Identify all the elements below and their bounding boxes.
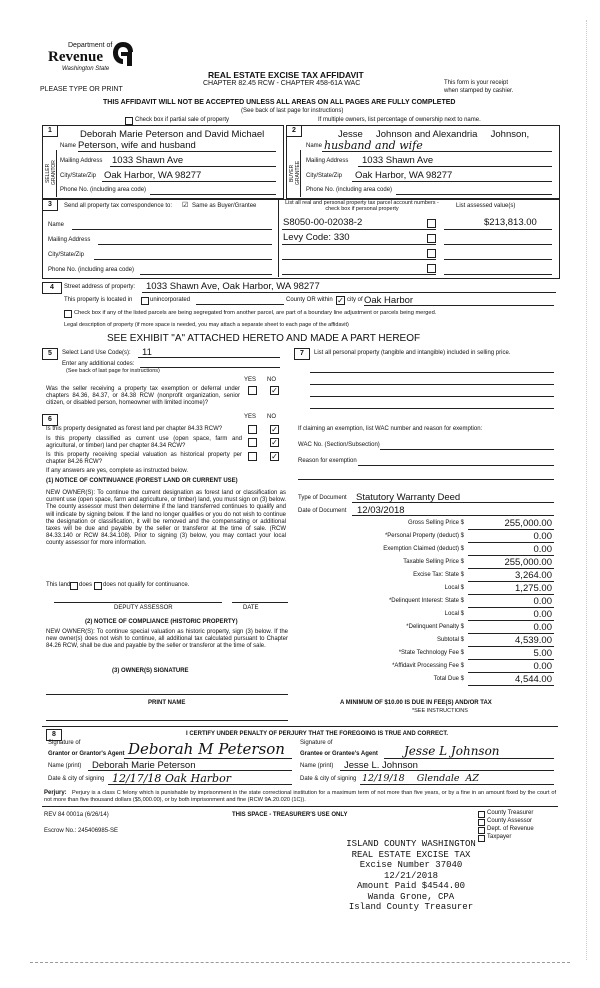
tax-row-value: 5.00 xyxy=(533,648,552,659)
tax-row-value: 4,544.00 xyxy=(515,674,552,685)
same-as-buyer-check[interactable]: ☑ xyxy=(182,202,189,209)
receipt-note-2: when stamped by cashier. xyxy=(444,88,514,94)
tax-row-value: 0.00 xyxy=(533,661,552,672)
buyer-side-label: BUYER GRANTEE xyxy=(289,160,301,186)
tax-row-label: Total Due $ xyxy=(433,676,464,682)
exhibit-reference: SEE EXHIBIT "A" ATTACHED HERETO AND MADE A PART HEREOF xyxy=(107,333,421,344)
land-use-value: 11 xyxy=(142,347,152,358)
warning-text: THIS AFFIDAVIT WILL NOT BE ACCEPTED UNLESS ALL AREAS ON ALL PAGES ARE FULLY COMPLETED xyxy=(103,99,456,106)
tax-row-label: Exemption Claimed (deduct) $ xyxy=(383,546,464,552)
dist-county-treasurer: County Treasurer xyxy=(487,810,534,816)
street-address-value: 1033 Shawn Ave, Oak Harbor, WA 98277 xyxy=(146,281,320,292)
seller-phone-label: Phone No. (including area code) xyxy=(60,187,147,193)
seller-side-label: SELLER GRANTOR xyxy=(45,160,57,186)
dist-county-treasurer-checkbox[interactable] xyxy=(478,811,485,818)
doc-date-label: Date of Document xyxy=(298,508,347,514)
s6-historic-no-checkbox[interactable]: ✓ xyxy=(271,452,278,461)
s5-exemption-yes-checkbox[interactable] xyxy=(248,386,257,395)
grantee-date-city-label: Date & city of signing xyxy=(300,776,357,782)
buyer-name-handwritten: husband and wife xyxy=(324,139,423,152)
grantee-agent-label: Grantee or Grantee's Agent xyxy=(300,751,378,757)
grantee-signature-of-label: Signature of xyxy=(300,740,333,746)
exemption-reason-label: Reason for exemption xyxy=(298,458,357,464)
tax-row-label: *Delinquent Penalty $ xyxy=(406,624,464,630)
tax-row-value: 4,539.00 xyxy=(515,635,552,646)
revenue-logo-icon xyxy=(112,40,134,68)
segregated-label: Check box if any of the listed parcels are being segregated from another parcel, are part of a boundary line adjustment or parcels being merged. xyxy=(74,310,437,316)
treasurer-stamp xyxy=(336,839,486,919)
section-3-number: 3 xyxy=(42,199,58,211)
parcel-4-personal-checkbox[interactable] xyxy=(427,264,436,273)
seller-name-line1: Deborah Marie Peterson and David Michael xyxy=(80,129,265,140)
tax-row-value: 1,275.00 xyxy=(515,583,552,594)
form-revision: REV 84 0001a (6/26/14) xyxy=(44,812,109,818)
grantee-name-print-label: Name (print) xyxy=(300,763,334,769)
tax-row-label: *State Technology Fee $ xyxy=(398,650,464,656)
buyer-mailing-label: Mailing Address xyxy=(306,158,349,164)
s5-yes-header: YES xyxy=(244,377,257,383)
dist-dept-revenue-checkbox[interactable] xyxy=(478,827,485,834)
tax-table xyxy=(360,517,554,685)
notice-continuance-body: NEW OWNER(S): To continue the current designation as forest land or classification as current use (open space, farm and agriculture, or timber) land, you must sign on (3) below. The county assessor must then determine if the land transferred continues to qualify and will indicate by signing below. If the land no longer qualifies or you do not wish to continue the designation or classification, it will be removed and the compensating or additional taxes will be due and payable by the seller or transferor at the time of sale. (RCW 84.33.140 or RCW 84.34.108). Prior to signing (3) below, you may contact your local county assessor for more information. xyxy=(46,490,286,547)
s6-current-use-yes-checkbox[interactable] xyxy=(248,438,257,447)
grantor-date-city-label: Date & city of signing xyxy=(48,776,105,782)
section-4-number: 4 xyxy=(42,282,62,294)
county-or-within-label: County OR within xyxy=(286,297,333,303)
form-subtitle: CHAPTER 82.45 RCW - CHAPTER 458-61A WAC xyxy=(203,80,361,87)
deputy-assessor-label: DEPUTY ASSESSOR xyxy=(114,605,173,611)
parcel-1-personal-checkbox[interactable] xyxy=(427,219,436,228)
exemption-claim-label: If claiming an exemption, list WAC number and reason for exemption: xyxy=(298,426,483,432)
escrow-number: Escrow No.: 245406985-SE xyxy=(44,828,119,834)
seller-city-value: Oak Harbor, WA 98277 xyxy=(104,170,202,181)
buyer-mailing-value: 1033 Shawn Ave xyxy=(362,155,434,166)
legal-description-label: Legal description of property (if more space is needed, you may attach a separate sheet to each page of the affidavit) xyxy=(64,322,349,328)
buyer-phone-label: Phone No. (including area code) xyxy=(306,187,393,193)
tax-row-value: 3,264.00 xyxy=(515,570,552,581)
stamp-line: ISLAND COUNTY WASHINGTON xyxy=(346,839,476,849)
dept-line1: Department of xyxy=(68,42,113,49)
see-instructions-note: *SEE INSTRUCTIONS xyxy=(412,708,468,714)
tax-row-value: 255,000.00 xyxy=(504,557,552,568)
personal-property-label: List all personal property (tangible and intangible) included in selling price. xyxy=(314,350,511,356)
perjury-label: Perjury: xyxy=(44,790,67,796)
buyer-name-line1: Jesse Johnson and Alexandria Johnson, xyxy=(338,129,530,140)
stamp-line: Excise Number 37040 xyxy=(359,860,463,870)
seller-mailing-value: 1033 Shawn Ave xyxy=(112,155,184,166)
deputy-date-label: DATE xyxy=(243,605,259,611)
tax-row-value: 0.00 xyxy=(533,609,552,620)
city-of-value: Oak Harbor xyxy=(364,295,414,306)
s6-yes-header: YES xyxy=(244,414,257,420)
grantor-signature: Deborah M Peterson xyxy=(128,740,285,758)
section3-mailing-label: Mailing Address xyxy=(48,237,91,243)
partial-sale-checkbox[interactable] xyxy=(125,117,133,125)
levy-code: Levy Code: 330 xyxy=(283,232,350,243)
unincorporated-label: unincorporated xyxy=(150,297,191,303)
seller-name-label: Name xyxy=(60,143,77,149)
unincorporated-checkbox[interactable] xyxy=(141,297,149,305)
assessed-value-1: $213,813.00 xyxy=(484,217,537,228)
stamp-line: Wanda Grone, CPA xyxy=(367,891,455,902)
revenue-logo xyxy=(48,40,138,80)
form-title: REAL ESTATE EXCISE TAX AFFIDAVIT xyxy=(208,70,364,80)
stamp-line: REAL ESTATE EXCISE TAX xyxy=(351,849,471,860)
seller-city-label: City/State/Zip xyxy=(60,173,97,179)
see-back-text: (See back of last page for instructions) xyxy=(241,108,344,114)
if-yes-instruction: If any answers are yes, complete as instructed below. xyxy=(46,468,189,474)
buyer-name-label: Name xyxy=(306,143,323,149)
grantee-signature: Jesse L Johnson xyxy=(404,744,500,758)
s6-historic-yes-checkbox[interactable] xyxy=(248,452,257,461)
grantor-name-print: Deborah Marie Peterson xyxy=(92,760,196,771)
section3-phone-label: Phone No. (including area code) xyxy=(48,267,135,273)
dept-state: Washington State xyxy=(62,66,110,72)
dept-name: Revenue xyxy=(48,49,103,65)
s6-current-use-no-checkbox[interactable]: ✓ xyxy=(271,438,278,447)
section-7-number: 7 xyxy=(294,348,310,360)
doc-date-value: 12/03/2018 xyxy=(357,505,405,516)
s6-forest-question: Is this property designated as forest land per chapter 84.33 RCW? xyxy=(46,426,223,432)
tax-row-value: 0.00 xyxy=(533,596,552,607)
tax-row-label: *Personal Property (deduct) $ xyxy=(384,533,464,539)
land-use-label: Select Land Use Code(s): xyxy=(62,350,131,356)
dist-dept-revenue: Dept. of Revenue xyxy=(487,826,534,832)
tax-row-label: Taxable Selling Price $ xyxy=(403,559,464,565)
stamp-line: Island County Treasurer xyxy=(348,902,474,912)
grantor-signature-of-label: Signature of xyxy=(48,740,81,746)
land-does-checkbox[interactable] xyxy=(70,582,78,590)
dist-county-assessor: County Assessor xyxy=(487,818,533,824)
parcel-header: List all real and personal property tax parcel account numbers - check box if personal property xyxy=(285,200,439,212)
tax-row-label: Local $ xyxy=(444,585,464,591)
tax-row-value: 255,000.00 xyxy=(504,518,552,529)
street-address-label: Street address of property: xyxy=(64,284,136,290)
stamp-line: 12/21/2018 xyxy=(383,870,438,881)
receipt-note-1: This form is your receipt xyxy=(444,80,509,86)
please-type: PLEASE TYPE OR PRINT xyxy=(40,86,123,93)
multiple-owners-label: If multiple owners, list percentage of ownership next to name. xyxy=(318,117,481,123)
city-of-checkbox[interactable]: ✓ xyxy=(337,296,344,305)
certify-statement: I CERTIFY UNDER PENALTY OF PERJURY THAT THE FOREGOING IS TRUE AND CORRECT. xyxy=(186,731,449,737)
land-does-label: does xyxy=(79,582,93,588)
send-correspondence-label: Send all property tax correspondence to: xyxy=(64,203,173,209)
perjury-text: Perjury is a class C felony which is punishable by imprisonment in the state correctional institution for a maximum term of not more than five years, or by a fine in an amount fixed by the court of not more than five thousand dollars ($5,000.00), or by both imprisonment and fine (RCW 9A.20.020 (1C)). xyxy=(44,790,556,803)
tax-row-label: Local $ xyxy=(444,611,464,617)
s5-exemption-question: Was the seller receiving a property tax exemption or deferral under chapters 84.36, 84.37, or 84.38 RCW (nonprofit organization, senior citizen, or disabled person, homeowner with limited income)? xyxy=(46,386,240,407)
treasurer-use-label: THIS SPACE - TREASURER'S USE ONLY xyxy=(232,812,348,818)
grantee-date-city: 12/19/18 Glendale AZ xyxy=(362,773,480,784)
notice-continuance-title: (1) NOTICE OF CONTINUANCE (FOREST LAND OR CURRENT USE) xyxy=(46,478,238,484)
tax-row-label: Gross Selling Price $ xyxy=(407,520,464,526)
buyer-city-value: Oak Harbor, WA 98277 xyxy=(355,170,453,181)
land-does-not-label: does not qualify for continuance. xyxy=(103,582,190,588)
wac-number-label: WAC No. (Section/Subsection) xyxy=(298,442,380,448)
tax-row-label: Excise Tax: State $ xyxy=(413,572,464,578)
dist-county-assessor-checkbox[interactable] xyxy=(478,819,485,826)
same-as-buyer-label: Same as Buyer/Grantee xyxy=(192,203,257,209)
tax-row-label: *Delinquent Interest: State $ xyxy=(388,598,464,604)
s6-historic-question: Is this property receiving special valuation as historical property per chapter 84.26 RCW? xyxy=(46,452,242,466)
s5-no-header: NO xyxy=(267,377,276,383)
s6-forest-no-checkbox[interactable]: ✓ xyxy=(271,425,278,434)
segregated-checkbox[interactable] xyxy=(64,310,72,318)
land-qualify-label: This land xyxy=(46,582,71,588)
tax-row-value: 0.00 xyxy=(533,531,552,542)
minimum-fee-note: A MINIMUM OF $10.00 IS DUE IN FEE(S) AND/OR TAX xyxy=(340,700,492,706)
grantor-name-print-label: Name (print) xyxy=(48,763,82,769)
section-6-number: 6 xyxy=(42,414,58,426)
land-does-not-checkbox[interactable] xyxy=(94,582,102,590)
seller-name-line2: Peterson, wife and husband xyxy=(78,140,196,151)
tax-row-label: *Affidavit Processing Fee $ xyxy=(392,663,464,669)
s6-forest-yes-checkbox[interactable] xyxy=(248,425,257,434)
assessed-header: List assessed value(s) xyxy=(456,203,516,209)
notice-compliance-title: (2) NOTICE OF COMPLIANCE (HISTORIC PROPERTY) xyxy=(85,619,238,625)
parcel-3-personal-checkbox[interactable] xyxy=(427,249,436,258)
section-8-number: 8 xyxy=(46,729,62,741)
s5-exemption-no-checkbox[interactable]: ✓ xyxy=(271,386,278,395)
doc-type-label: Type of Document xyxy=(298,495,347,501)
parcel-number-1: S8050-00-02038-2 xyxy=(283,217,363,228)
section3-name-label: Name xyxy=(48,222,65,228)
tax-row-value: 0.00 xyxy=(533,544,552,555)
section3-city-label: City/State/Zip xyxy=(48,252,85,258)
stamp-line: Amount Paid $4544.00 xyxy=(356,881,466,891)
grantor-agent-label: Grantor or Grantor's Agent xyxy=(48,751,125,757)
dist-taxpayer: Taxpayer xyxy=(487,834,512,840)
partial-sale-label: Check box if partial sale of property xyxy=(135,117,230,123)
additional-codes-label: Enter any additional codes: xyxy=(62,361,135,367)
additional-codes-see-back: (See back of last page for instructions) xyxy=(66,368,160,374)
city-of-label: city of xyxy=(347,297,363,303)
located-in-label: This property is located in xyxy=(64,297,133,303)
section-5-number: 5 xyxy=(42,348,58,360)
owners-signature-label: (3) OWNER(S) SIGNATURE xyxy=(112,668,189,674)
section-1-number: 1 xyxy=(42,125,58,137)
print-name-label: PRINT NAME xyxy=(148,700,186,706)
s6-no-header: NO xyxy=(267,414,276,420)
doc-type-value: Statutory Warranty Deed xyxy=(356,492,461,503)
section-2-number: 2 xyxy=(286,125,302,137)
buyer-city-label: City/State/Zip xyxy=(306,173,343,179)
notice-compliance-body: NEW OWNER(S): To continue special valuation as historic property, sign (3) below. If the new owner(s) does not wish to continue, all additional tax calculated pursuant to Chapter 84.26 RCW, shall be due and payable by the seller or transferor at the time of sale. xyxy=(46,629,288,650)
grantor-date-city: 12/17/18 Oak Harbor xyxy=(112,772,231,785)
grantee-name-print: Jesse L. Johnson xyxy=(344,760,418,771)
tax-row-value: 0.00 xyxy=(533,622,552,633)
tax-row-label: Subtotal $ xyxy=(436,637,464,643)
parcel-2-personal-checkbox[interactable] xyxy=(427,234,436,243)
seller-mailing-label: Mailing Address xyxy=(60,158,103,164)
s6-current-use-question: Is this property classified as current use (open space, farm and agricultural, or timber) land per chapter 84.34 RCW? xyxy=(46,436,242,450)
